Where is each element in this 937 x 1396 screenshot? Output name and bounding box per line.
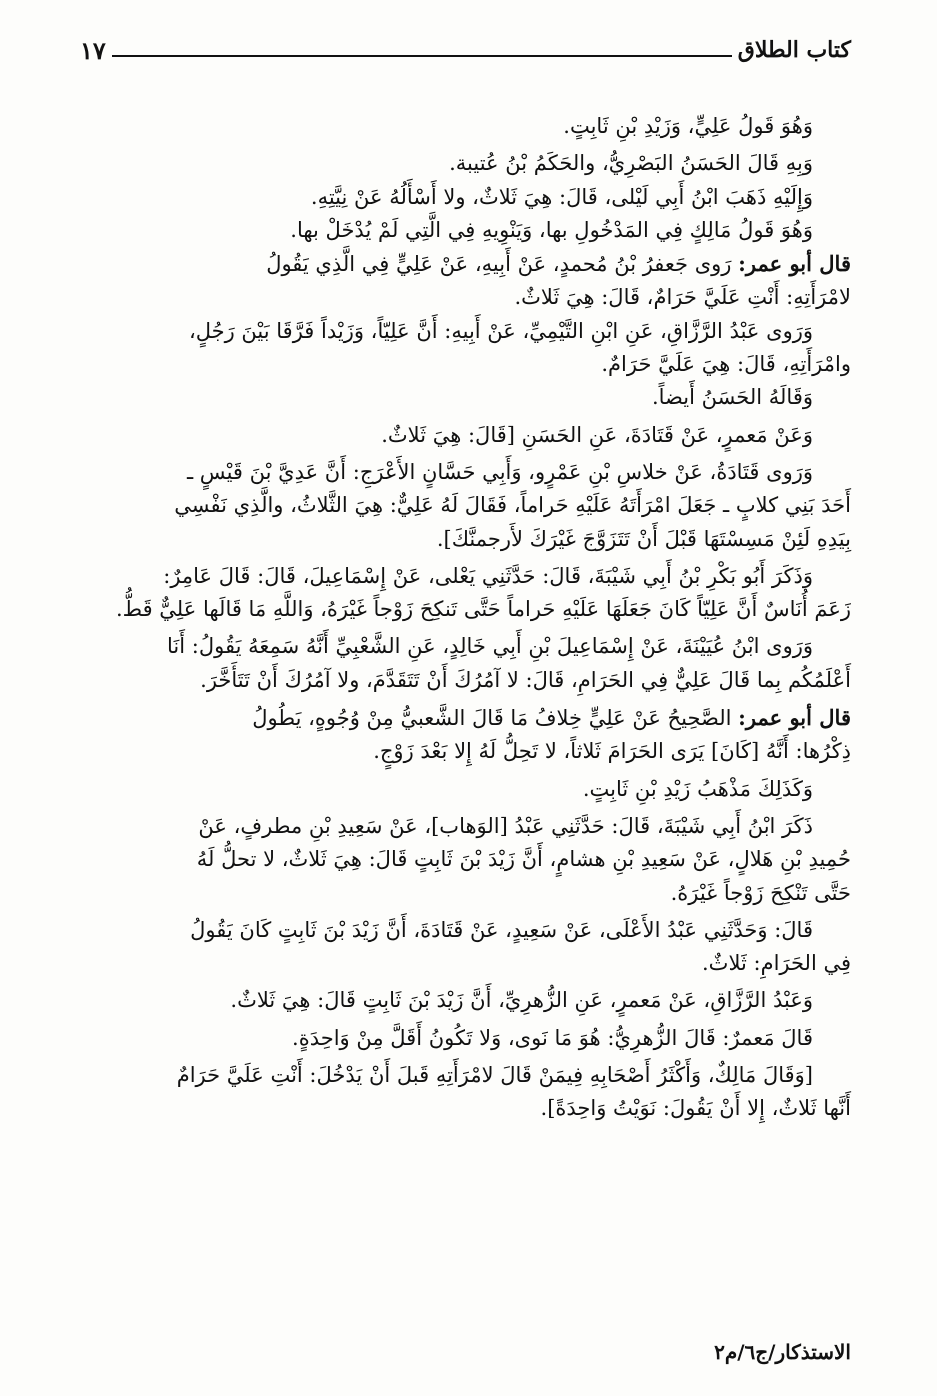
text-line: حَتَّى تَنْكِحَ زَوْجاً غَيْرَهُ.: [670, 880, 851, 905]
chapter-title: كتاب الطلاق: [737, 37, 851, 63]
text-line: وَعَنْ مَعمرٍ، عَنْ قَتَادَةَ، عَنِ الحَسَنِ [قَالَ: هِيَ ثَلاثٌ.: [381, 422, 813, 447]
text-line: [وَقَالَ مَالِكٌ، وَأَكْثَرُ أَصْحَابِهِ فِيمَنْ قَالَ لامْرَأَتِهِ قَبلَ أَنْ يَدْخُلَ: أَنْتِ عَلَيَّ حَرَامٌ: [176, 1063, 813, 1088]
speaker-label: قال أبو عمر:: [738, 705, 851, 731]
text-line: أَنَّها ثَلاثٌ، إِلا أَنْ يَقُولَ: نَوَيْتُ وَاحِدَةً].: [540, 1096, 851, 1121]
text-line: وَهُوَ قَولُ مَالِكٍ فِي المَدْخُولِ بها، وَيَنْوِيهِ فِي الَّتِي لَمْ يُدْخَلْ بها.: [290, 217, 813, 242]
text-line: وَقَالَهُ الحَسَنُ أَيضاً.: [651, 385, 813, 410]
text-line: وَإِلَيْهِ ذَهَبَ ابْنُ أَبِي لَيْلى، قَالَ: هِيَ ثَلاثٌ، ولا أَسْأَلُهُ عَنْ نِيَّتِهِ.: [310, 184, 813, 209]
text-line: وَكَذَلِكَ مَذْهَبُ زَيْدِ بْنِ ثَابِتٍ.: [582, 776, 813, 801]
text-line: بِيَدِهِ لَئِنْ مَسِسْتَهَا قَبْلَ أَنْ تَتَزَوَّجَ غَيْرَكَ لأَرجمنَّكَ].: [436, 526, 851, 551]
text-line: لامْرَأَتِهِ: أَنْتِ عَلَيَّ حَرَامٌ، قَالَ: هِيَ ثَلاثٌ.: [514, 285, 851, 310]
text-line: قَالَ: وَحَدَّثَنِي عَبْدُ الأَعْلَى، عَنْ سَعِيدٍ، عَنْ قَتَادَةَ، أَنَّ زَيْدَ بْنَ ثَابِتٍ كَانَ يَقُولُ: [190, 917, 813, 942]
text-line: قال أبو عمر: رَوى جَعفرُ بْنُ مُحمدٍ، عَنْ أَبِيهِ، عَنْ عَلِيٍّ فِي الَّذِي يَقُولُ: [266, 251, 851, 277]
text-line: وَبِهِ قَالَ الحَسَنُ البَصْرِيُّ، والحَكَمُ بْنُ عُتيبة.: [449, 151, 813, 176]
text-line: وَهُوَ قَولُ عَلِيٍّ، وَزَيْدِ بْنِ ثَابِتٍ.: [563, 114, 813, 138]
text-line: وَذَكَرَ أَبُو بَكْرِ بْنُ أَبِي شَيْبَةَ، قَالَ: حَدَّثَنِي يَعْلى، عَنْ إِسْمَاعِيلَ، قَالَ: قَالَ عَامِرٌ:: [163, 563, 813, 588]
text-line: وَرَوى عَبْدُ الرَّزَّاقِ، عَنِ ابْنِ التَّيْمِيِّ، عَنْ أَبِيهِ: أَنَّ عَلِيّاً، وَزَيْداً فَرَّقَا بَيْنَ رَجُلٍ،: [188, 318, 813, 343]
text-line: وامْرَأَتِهِ، قَالَ: هِيَ عَلَيَّ حَرَامٌ.: [601, 352, 851, 377]
speaker-label: قال أبو عمر:: [738, 251, 851, 277]
text-line: أَحَدَ بَنِي كلابٍ ـ جَعَلَ امْرَأَتَهُ عَلَيْهِ حَراماً، فَقَالَ لَهُ عَلِيٌّ: هِيَ الثَّلاثُ، والَّذِي نَفْسِي: [174, 493, 851, 518]
text-line: حُمِيدِ بْنِ هَلالٍ، عَنْ سَعِيدِ بْنِ هشامٍ، أَنَّ زَيْدَ بْنَ ثَابِتٍ قَالَ: هِيَ ثَلاثٌ، لا تحلُّ لَهُ: [196, 847, 851, 872]
text-line: زَعَمَ أُنَاسٌ أَنَّ عَلِيّاً كَانَ جَعَلَهَا عَلَيْهِ حَراماً حَتَّى تَنكِحَ زَوْجاً غَيْرَهُ، وَاللَّهِ مَا قَالَها عَلِيٌّ قَطُّ.: [115, 597, 851, 622]
text-line: وَعَبْدُ الرَّزَّاقِ، عَنْ مَعمرٍ، عَنِ الزُّهرِيِّ، أَنَّ زَيْدَ بْنَ ثَابِتٍ قَالَ: هِيَ ثَلاثٌ.: [230, 988, 813, 1013]
page-body: [84, 110, 851, 1126]
running-header: [80, 30, 851, 70]
text-line: فِي الحَرَامِ: ثَلاثٌ.: [702, 951, 851, 976]
text-line: قال أبو عمر: الصَّحِيحُ عَنْ عَلِيٍّ خِلافُ مَا قَالَ الشَّعبيُّ مِنْ وُجُوهٍ، يَطُولُ: [252, 705, 851, 731]
header-rule: [112, 55, 732, 57]
text-line: ذِكْرُها: أَنَّهُ [كَانَ] يَرَى الحَرَامَ ثَلاثاً، لا تَحِلُّ لَهُ إِلا بَعْدَ زَوْجٍ.: [373, 739, 851, 764]
text-line: وَرَوى قَتَادَةُ، عَنْ خلاسِ بْنِ عَمْرٍو، وَأَبِي حَسَّانٍ الأَعْرَجِ: أَنَّ عَدِيَّ بْنَ قَيْسٍ ـ: [186, 459, 813, 484]
text-line: ذَكَرَ ابْنُ أَبِي شَيْبَةَ، قَالَ: حَدَّثَنِي عَبْدُ [الوَهاب]، عَنْ سَعِيدِ بْنِ مطرفٍ، عَنْ: [198, 813, 813, 838]
footer-signature: الاستذكار/ج٦/م٢: [714, 1340, 851, 1364]
text-line: قَالَ مَعمرٌ: قَالَ الزُّهرِيُّ: هُوَ مَا نَوى، وَلا تَكُونُ أَقَلَّ مِنْ وَاحِدَةٍ.: [292, 1025, 813, 1050]
text-line: أَعْلَمُكُم بِما قَالَ عَلِيٌّ فِي الحَرَامِ، قَالَ: لا آمُرُكَ أَنْ تَتَقَدَّمَ، ولا آمُرُكَ أَنْ تَتَأَخَّرَ.: [200, 667, 851, 692]
page-number: ١٧: [80, 35, 106, 65]
text-line: وَرَوى ابْنُ عُيَيْنَةَ، عَنْ إِسْمَاعِيلَ بْنِ أَبِي خَالِدٍ، عَنِ الشَّعْبِيِّ أَنَّهُ سَمِعَهُ يَقُولُ: أَنَا: [167, 634, 813, 659]
